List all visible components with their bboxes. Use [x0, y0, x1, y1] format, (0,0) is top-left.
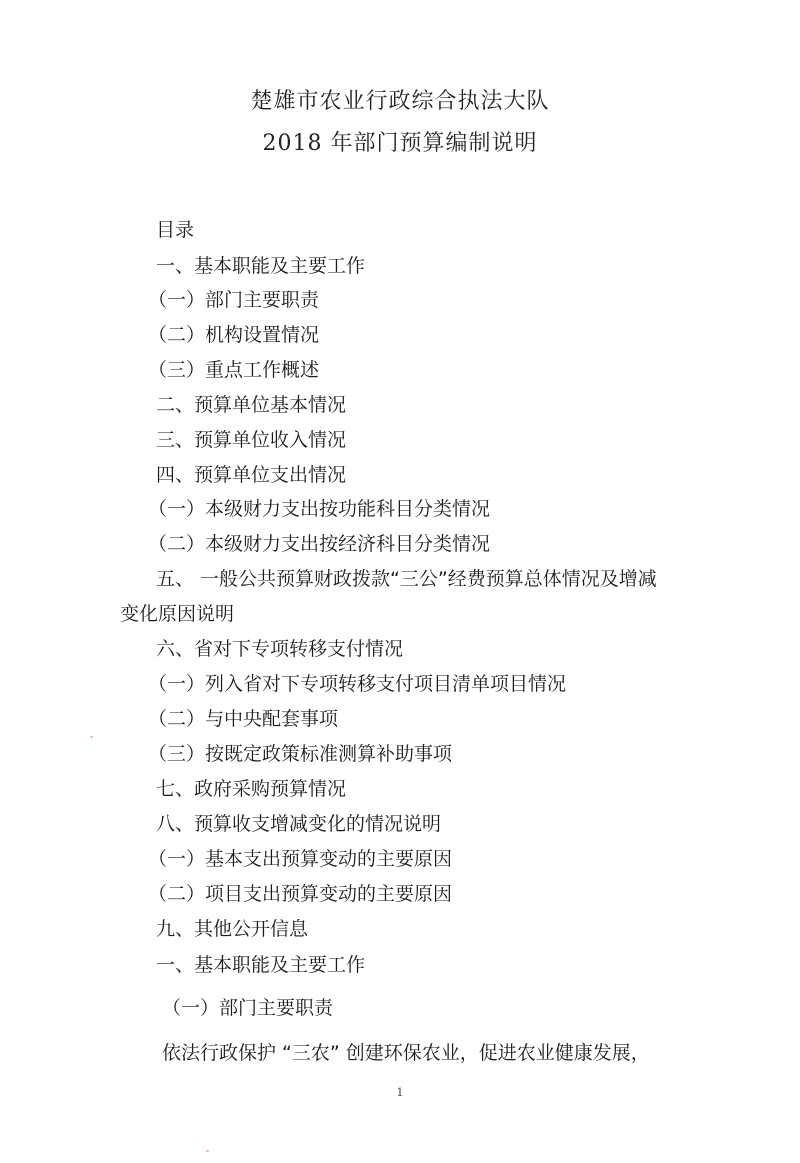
toc-item: 五、 一般公共预算财政拨款“三公”经费预算总体情况及增减	[156, 568, 657, 590]
document-subtitle: 2018 年部门预算编制说明	[262, 131, 538, 156]
toc-item: 三、预算单位收入情况	[156, 429, 347, 451]
toc-item: （二）本级财力支出按经济科目分类情况	[148, 533, 491, 555]
toc-item: （三）按既定政策标准测算补助事项	[148, 743, 453, 765]
toc-item: 七、政府采购预算情况	[156, 778, 347, 800]
toc-item: 六、省对下专项转移支付情况	[156, 638, 404, 660]
subsection-heading: （一）部门主要职责	[162, 997, 334, 1019]
toc-item: （二）与中央配套事项	[148, 708, 339, 730]
toc-item: 一、基本职能及主要工作	[156, 255, 366, 277]
toc-item: （三）重点工作概述	[148, 359, 320, 381]
toc-item: （一）部门主要职责	[148, 289, 320, 311]
scan-speck	[90, 736, 93, 738]
toc-item: （一）本级财力支出按功能科目分类情况	[148, 498, 491, 520]
document-title: 楚雄市农业行政综合执法大队	[250, 89, 550, 114]
toc-heading: 目录	[156, 219, 195, 241]
page-number: 1	[396, 1086, 404, 1099]
body-paragraph: 依法行政保护 “三农” 创建环保农业，促进农业健康发展，	[162, 1042, 650, 1064]
section-heading: 一、基本职能及主要工作	[156, 954, 366, 976]
toc-item-continuation: 变化原因说明	[120, 603, 235, 625]
toc-item: 四、预算单位支出情况	[156, 464, 347, 486]
scan-speck	[206, 1150, 209, 1152]
toc-item: 八、预算收支增减变化的情况说明	[156, 813, 442, 835]
toc-item: （一）列入省对下专项转移支付项目清单项目情况	[148, 673, 567, 695]
toc-item: （二）机构设置情况	[148, 324, 320, 346]
toc-item: （二）项目支出预算变动的主要原因	[148, 883, 453, 905]
toc-item: （一）基本支出预算变动的主要原因	[148, 848, 453, 870]
toc-item: 二、预算单位基本情况	[156, 394, 347, 416]
toc-item: 九、其他公开信息	[156, 918, 309, 940]
